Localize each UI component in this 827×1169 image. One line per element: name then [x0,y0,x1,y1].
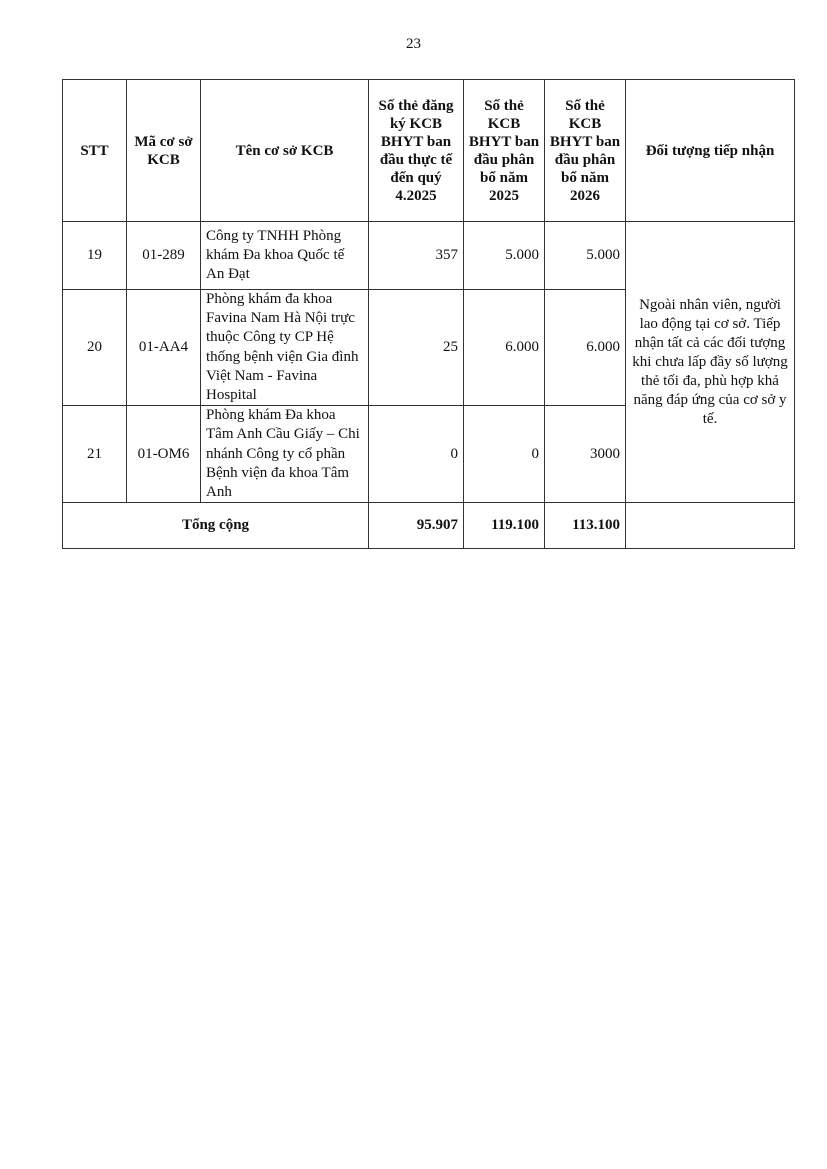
header-stt: STT [63,80,127,222]
cell-code: 01-AA4 [127,290,201,406]
cell-code: 01-OM6 [127,406,201,503]
facility-allocation-table [62,79,795,549]
total-row [63,503,795,549]
header-alloc-2026: Số thẻ KCB BHYT ban đầu phân bổ năm 2026 [545,80,626,222]
header-facility-name: Tên cơ sở KCB [201,80,369,222]
cell-alloc-2026: 6.000 [545,290,626,406]
cell-actual-q4-2025: 357 [369,222,464,290]
page-number: 23 [406,36,421,52]
cell-recipients-note: Ngoài nhân viên, người lao động tại cơ sở. Tiếp nhận tất cả các đối tượng khi chưa lấp đầy số lượng thẻ tối đa, phù hợp khả năng đáp ứng của cơ sở y tế. [626,222,795,503]
cell-actual-q4-2025: 25 [369,290,464,406]
header-facility-code: Mã cơ sở KCB [127,80,201,222]
cell-stt: 20 [63,290,127,406]
cell-alloc-2025: 5.000 [464,222,545,290]
cell-stt: 19 [63,222,127,290]
header-alloc-2025: Số thẻ KCB BHYT ban đầu phân bổ năm 2025 [464,80,545,222]
total-recipients-empty [626,503,795,549]
cell-alloc-2026: 5.000 [545,222,626,290]
total-alloc-2025: 119.100 [464,503,545,549]
total-alloc-2026: 113.100 [545,503,626,549]
cell-stt: 21 [63,406,127,503]
header-recipients: Đối tượng tiếp nhận [626,80,795,222]
cell-alloc-2026: 3000 [545,406,626,503]
cell-actual-q4-2025: 0 [369,406,464,503]
cell-alloc-2025: 0 [464,406,545,503]
total-actual-q4-2025: 95.907 [369,503,464,549]
cell-name: Công ty TNHH Phòng khám Đa khoa Quốc tế An Đạt [201,222,369,290]
table-row [63,222,795,290]
total-label: Tổng cộng [63,503,369,549]
cell-alloc-2025: 6.000 [464,290,545,406]
cell-name: Phòng khám đa khoa Favina Nam Hà Nội trực thuộc Công ty CP Hệ thống bệnh viện Gia đình Việt Nam - Favina Hospital [201,290,369,406]
header-actual-q4-2025: Số thẻ đăng ký KCB BHYT ban đầu thực tế đến quý 4.2025 [369,80,464,222]
cell-name: Phòng khám Đa khoa Tâm Anh Cầu Giấy – Chi nhánh Công ty cổ phần Bệnh viện đa khoa Tâm Anh [201,406,369,503]
cell-code: 01-289 [127,222,201,290]
header-row [63,80,795,222]
